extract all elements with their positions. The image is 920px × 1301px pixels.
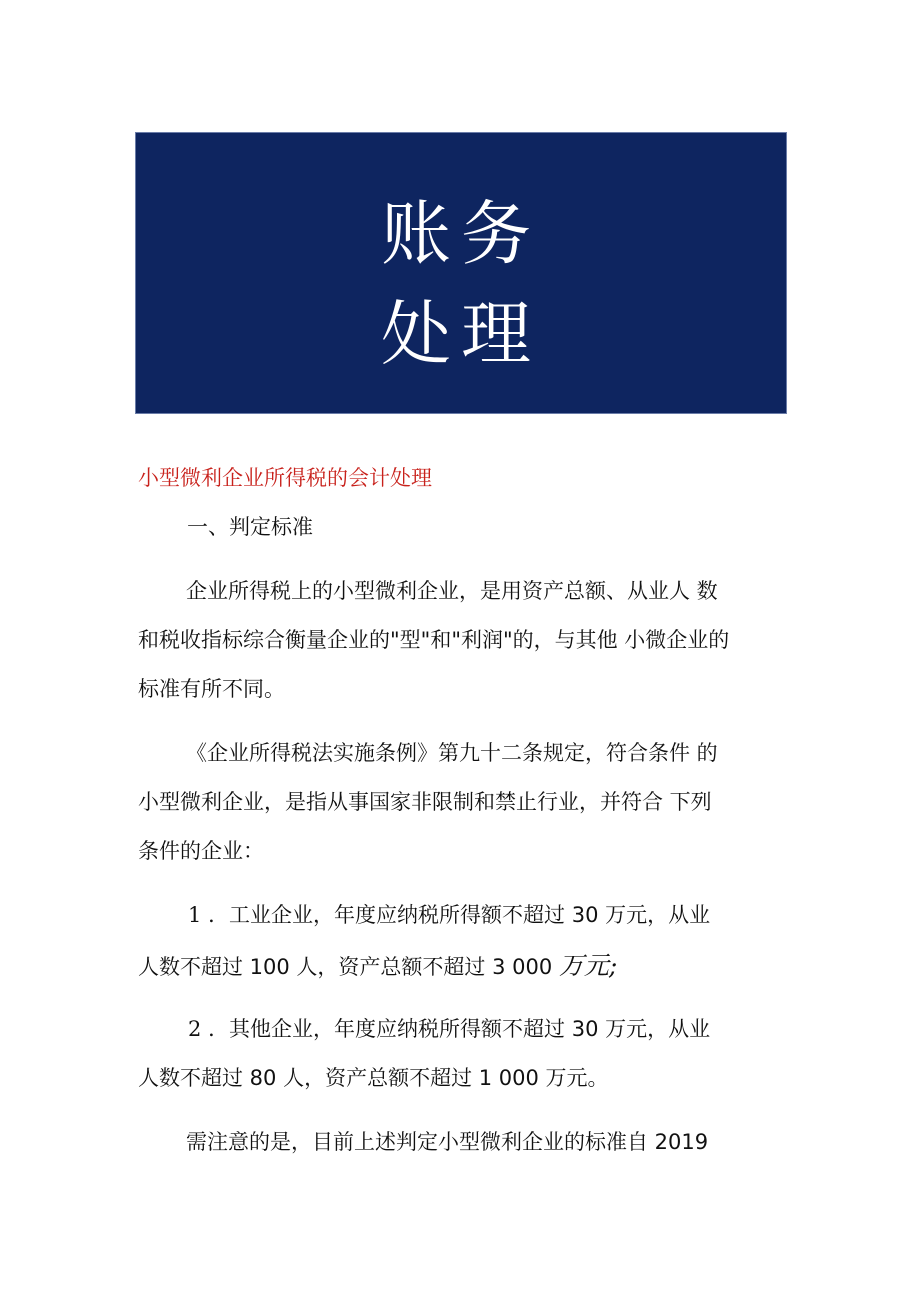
paragraph-1-line-2: 和税收指标综合衡量企业的"型"和"利润"的，与其他 小微企业的: [138, 628, 730, 652]
list-item-2-line-1: [188, 1019, 710, 1040]
list-item-1-line-2: [138, 953, 617, 978]
paragraph-2-line-3: 条件的企业：: [138, 839, 264, 863]
list-item-2-text: ．其他企业，年度应纳税所得额不超过 30 万元，从业: [208, 1017, 711, 1041]
paragraph-1-line-1: 企业所得税上的小型微利企业，是用资产总额、从业人 数: [186, 579, 718, 603]
list-item-1-line-1: [188, 905, 710, 926]
title-banner: [135, 132, 787, 414]
list-item-1-text: ．工业企业，年度应纳税所得额不超过 30 万元，从业: [208, 903, 711, 927]
paragraph-2-line-1: 《企业所得税法实施条例》第九十二条规定，符合条件 的: [186, 741, 718, 765]
paragraph-2-line-2: 小型微利企业，是指从事国家非限制和禁止行业，并符合 下列: [138, 790, 712, 814]
list-item-1-number: 1: [188, 903, 202, 927]
article-title: 小型微利企业所得税的会计处理: [138, 466, 432, 490]
paragraph-3-line-1: 需注意的是，目前上述判定小型微利企业的标准自 2019: [186, 1130, 709, 1154]
list-item-2-number: 2: [188, 1017, 202, 1041]
banner-title-line-2: 处理: [381, 293, 541, 375]
list-item-1-line-2-text: 人数不超过 100 人，资产总额不超过 3 000: [138, 955, 553, 979]
paragraph-1-line-3: 标准有所不同。: [138, 677, 285, 701]
list-item-1-unit: 万元;: [558, 951, 618, 980]
section-heading: 一、判定标准: [187, 515, 313, 539]
list-item-2-line-2: 人数不超过 80 人，资产总额不超过 1 000 万元。: [138, 1066, 609, 1090]
banner-title-line-1: 账务: [381, 193, 541, 275]
